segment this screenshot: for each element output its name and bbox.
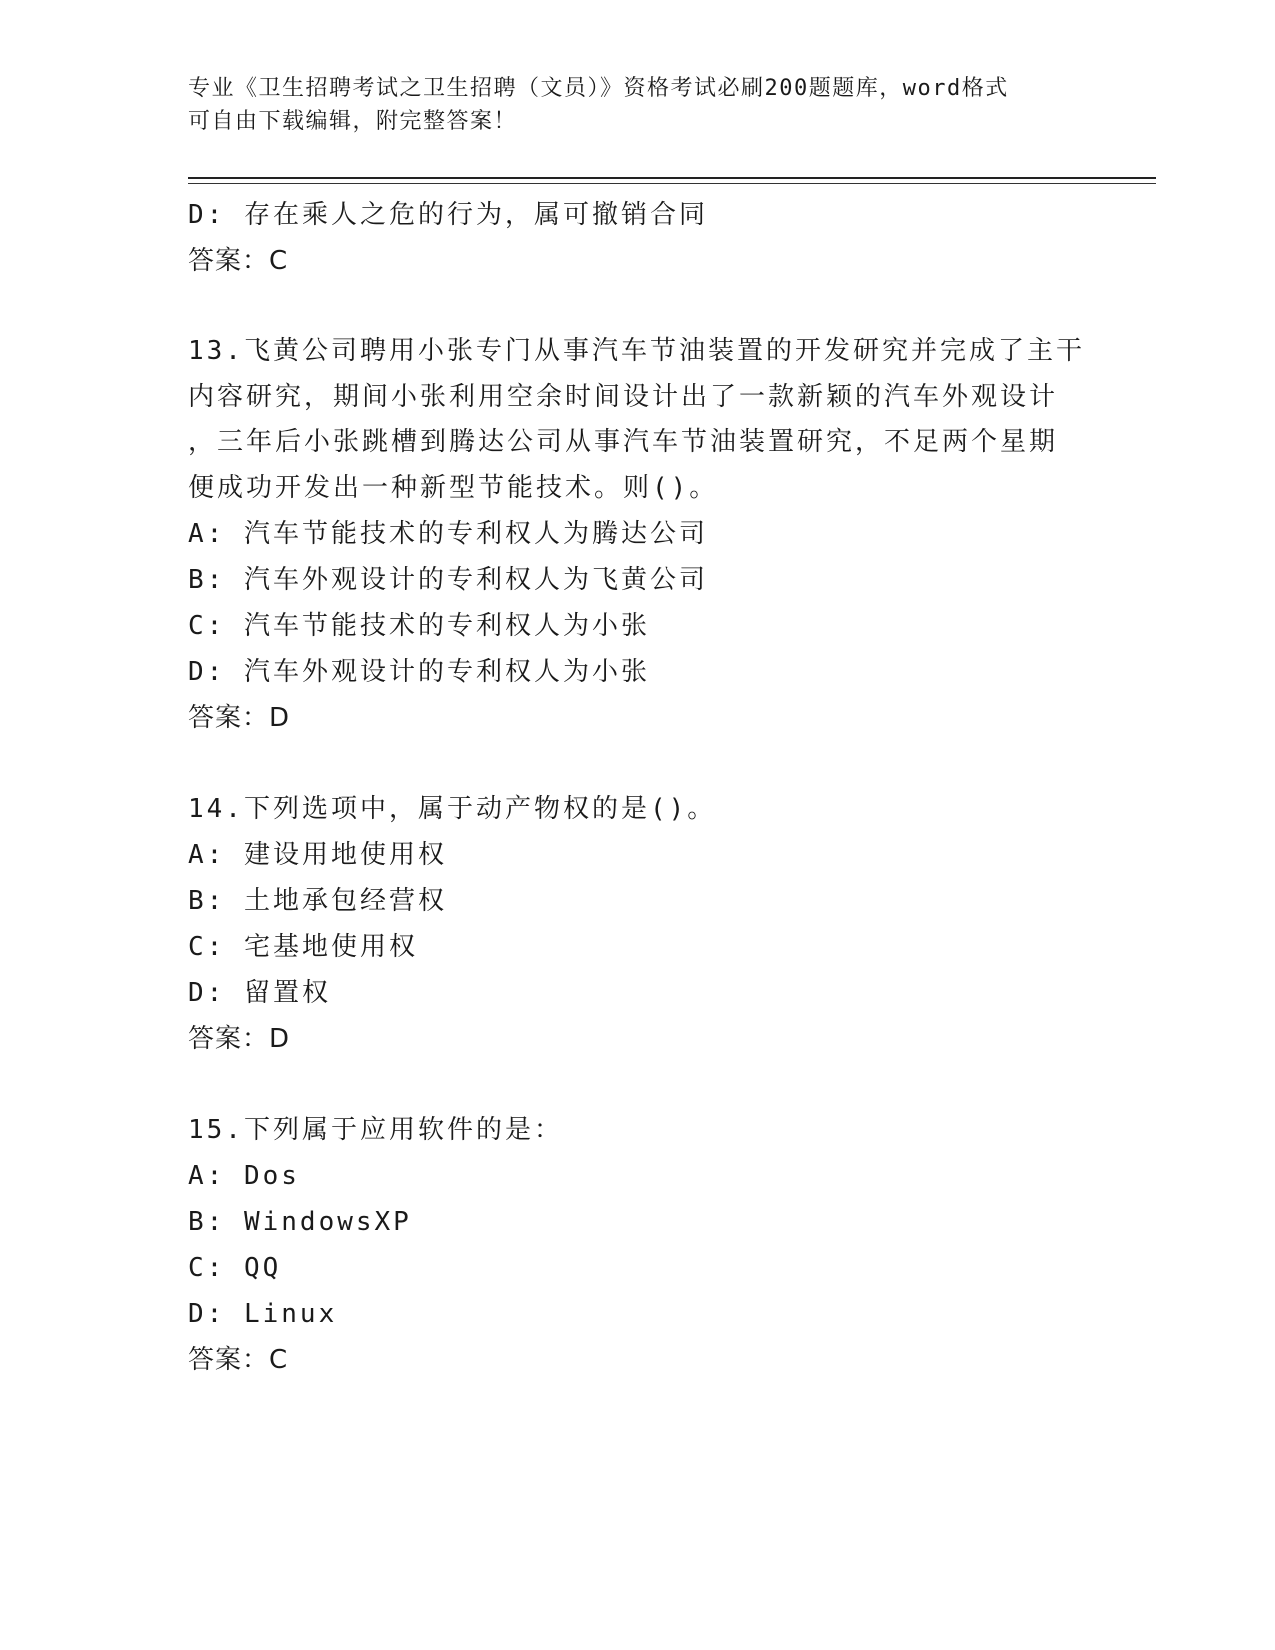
question-14 xyxy=(188,786,1088,1062)
stem-line: 13.飞黄公司聘用小张专门从事汽车节油装置的开发研究并完成了主干 xyxy=(188,336,1085,366)
header-line-2: 可自由下载编辑，附完整答案！ xyxy=(188,109,518,134)
spacer xyxy=(188,284,1088,329)
option-a: A: Dos xyxy=(188,1161,300,1191)
header-line-1: 专业《卫生招聘考试之卫生招聘（文员）》资格考试必刷200题题库，word格式 xyxy=(188,76,1009,101)
question-stem: 15.下列属于应用软件的是： xyxy=(188,1115,563,1145)
answer-line: 答案：C xyxy=(188,1345,289,1375)
option-c: C: 宅基地使用权 xyxy=(188,932,418,962)
carryover-answer: 答案：C xyxy=(188,246,289,276)
question-stem xyxy=(188,329,1088,511)
question-15 xyxy=(188,1107,1088,1383)
option-d: D: 留置权 xyxy=(188,978,331,1008)
option-b: B: 汽车外观设计的专利权人为飞黄公司 xyxy=(188,565,708,595)
question-content xyxy=(188,192,1088,1383)
stem-line: 便成功开发出一种新型节能技术。则()。 xyxy=(188,472,719,503)
option-c: C: 汽车节能技术的专利权人为小张 xyxy=(188,611,650,641)
option-a: A: 汽车节能技术的专利权人为腾达公司 xyxy=(188,519,708,549)
option-b: B: WindowsXP xyxy=(188,1207,412,1237)
stem-line: ，三年后小张跳槽到腾达公司从事汽车节油装置研究，不足两个星期 xyxy=(188,427,1059,457)
spacer xyxy=(188,741,1088,786)
header-divider-thin xyxy=(188,183,1156,184)
question-stem: 14.下列选项中，属于动产物权的是()。 xyxy=(188,794,717,824)
option-d: D: Linux xyxy=(188,1299,338,1329)
option-c: C: QQ xyxy=(188,1253,282,1283)
document-header xyxy=(188,72,1088,138)
answer-line: 答案：D xyxy=(188,1024,291,1054)
spacer xyxy=(188,1062,1088,1107)
stem-line: 内容研究，期间小张利用空余时间设计出了一款新颖的汽车外观设计 xyxy=(188,381,1059,412)
option-a: A: 建设用地使用权 xyxy=(188,840,447,870)
question-13 xyxy=(188,329,1088,741)
carryover-option-d: D: 存在乘人之危的行为，属可撤销合同 xyxy=(188,200,708,230)
option-b: B: 土地承包经营权 xyxy=(188,886,447,916)
header-divider-thick xyxy=(188,177,1156,179)
option-d: D: 汽车外观设计的专利权人为小张 xyxy=(188,657,650,687)
answer-line: 答案：D xyxy=(188,703,291,733)
